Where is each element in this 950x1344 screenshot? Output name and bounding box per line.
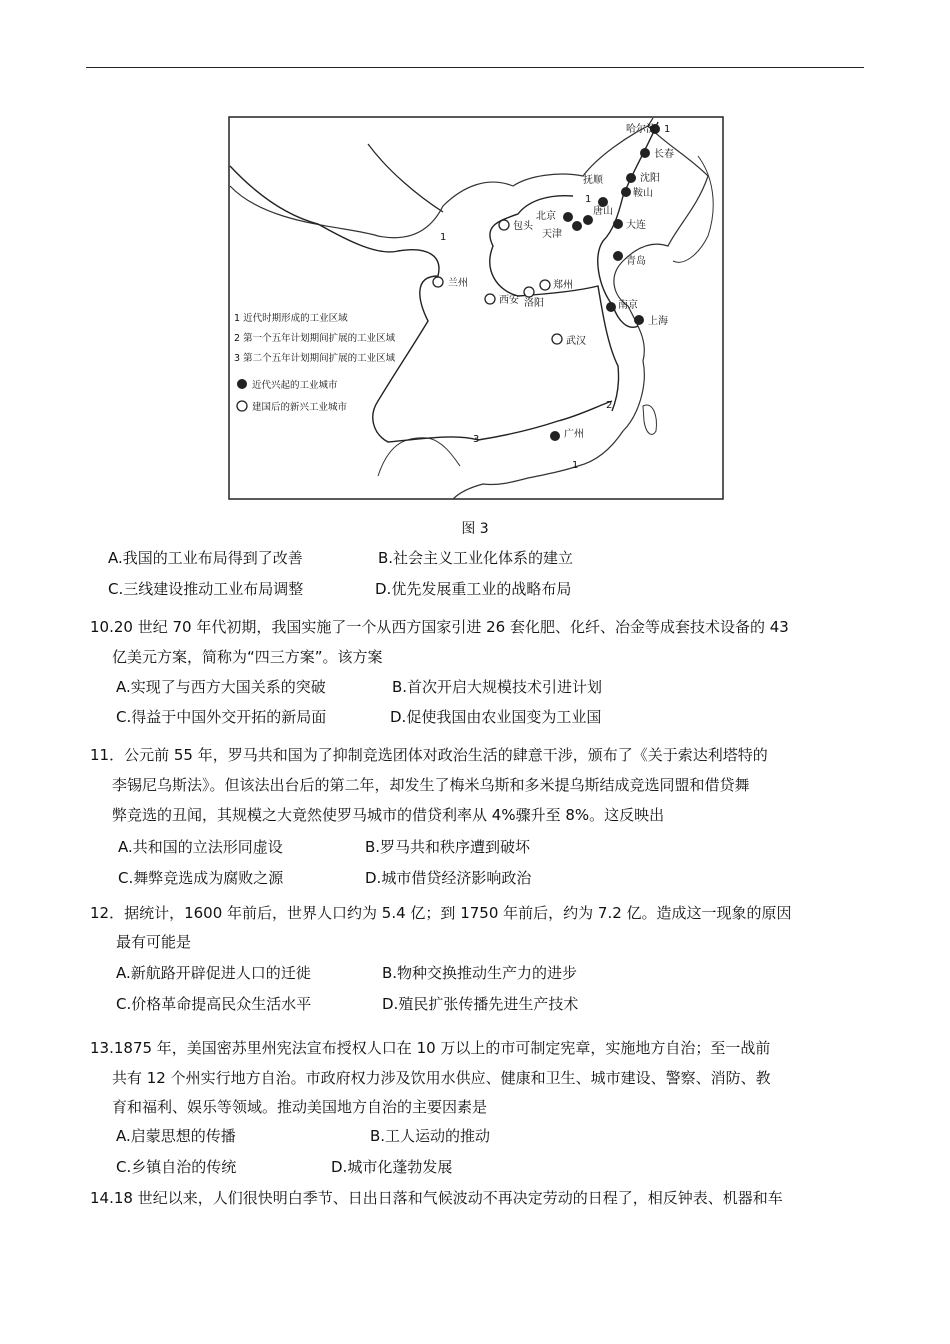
city-label: 洛阳 <box>524 298 544 309</box>
q11-option-a: A.共和国的立法形同虚设 <box>118 838 283 856</box>
q9-option-a: A.我国的工业布局得到了改善 <box>108 549 303 567</box>
legend-item: 近代兴起的工业城市 <box>252 380 338 391</box>
legend-item: 1 近代时期形成的工业区域 <box>234 313 348 324</box>
city-marker <box>621 187 631 197</box>
q13-option-c: C.乡镇自治的传统 <box>116 1158 237 1176</box>
city-label: 大连 <box>626 220 646 231</box>
q12-option-a: A.新航路开辟促进人口的迁徙 <box>116 964 311 982</box>
q9-option-b: B.社会主义工业化体系的建立 <box>378 549 574 567</box>
region-label: 1 <box>440 232 447 243</box>
city-label: 青岛 <box>626 256 646 267</box>
city-marker <box>606 302 616 312</box>
q12-option-c: C.价格革命提高民众生活水平 <box>116 995 312 1013</box>
industrial-map-figure <box>228 116 724 500</box>
city-marker <box>550 431 560 441</box>
map-svg <box>228 116 724 500</box>
city-label: 鞍山 <box>633 188 653 199</box>
city-label: 南京 <box>618 300 638 311</box>
region-label: 1 <box>572 460 579 471</box>
city-label: 武汉 <box>566 336 586 347</box>
q12-stem-line: 最有可能是 <box>116 933 192 951</box>
city-label: 唐山 <box>593 206 613 217</box>
q10-option-b: B.首次开启大规模技术引进计划 <box>392 678 603 696</box>
q13-option-a: A.启蒙思想的传播 <box>116 1127 236 1145</box>
figure-caption: 图 3 <box>461 521 489 537</box>
q11-option-d: D.城市借贷经济影响政治 <box>365 869 532 887</box>
city-label: 西安 <box>499 295 519 306</box>
city-label: 上海 <box>648 316 668 327</box>
q11-option-c: C.舞弊竞选成为腐败之源 <box>118 869 284 887</box>
city-marker <box>563 212 573 222</box>
region-label: 1 <box>664 124 671 135</box>
q13-option-b: B.工人运动的推动 <box>370 1127 491 1145</box>
q12-option-b: B.物种交换推动生产力的进步 <box>382 964 578 982</box>
city-marker <box>572 221 582 231</box>
q13-stem-line: 13.1875 年，美国密苏里州宪法宣布授权人口在 10 万以上的市可制定宪章，实施地方自治；至一战前 <box>90 1039 771 1057</box>
region-label: 1 <box>585 194 592 205</box>
q10-option-a: A.实现了与西方大国关系的突破 <box>116 678 326 696</box>
q11-stem-line: 弊竞选的丑闻，其规模之大竟然使罗马城市的借贷利率从 4%骤升至 8%。这反映出 <box>112 806 665 824</box>
q9-option-c: C.三线建设推动工业布局调整 <box>108 580 304 598</box>
q14-stem-line: 14.18 世纪以来，人们很快明白季节、日出日落和气候波动不再决定劳动的日程了，相反钟表、机器和车 <box>90 1189 783 1207</box>
q13-option-d: D.城市化蓬勃发展 <box>331 1158 453 1176</box>
legend-hollow-marker <box>237 401 247 411</box>
legend-item: 3 第二个五年计划期间扩展的工业区域 <box>234 353 396 364</box>
city-marker <box>433 277 443 287</box>
city-label: 天津 <box>542 229 562 240</box>
city-marker <box>626 173 636 183</box>
city-label: 包头 <box>513 221 533 232</box>
q12-stem-line: 12．据统计，1600 年前后，世界人口约为 5.4 亿；到 1750 年前后，约为 7.2 亿。造成这一现象的原因 <box>90 904 792 922</box>
q9-option-d: D.优先发展重工业的战略布局 <box>375 580 572 598</box>
q10-option-d: D.促使我国由农业国变为工业国 <box>390 708 602 726</box>
city-marker <box>552 334 562 344</box>
region-label: 2 <box>606 400 613 411</box>
city-label: 郑州 <box>553 280 573 291</box>
q11-stem-line: 李锡尼乌斯法》。但该法出台后的第二年，却发生了梅米乌斯和多米提乌斯结成竞选同盟和借贷舞 <box>112 776 750 794</box>
city-marker <box>540 280 550 290</box>
q10-stem-line: 10.20 世纪 70 年代初期，我国实施了一个从西方国家引进 26 套化肥、化纤、冶金等成套技术设备的 43 <box>90 618 789 636</box>
city-marker <box>634 315 644 325</box>
q13-stem-line: 育和福利、娱乐等领域。推动美国地方自治的主要因素是 <box>112 1098 488 1116</box>
city-marker <box>613 251 623 261</box>
city-marker <box>524 287 534 297</box>
city-label: 哈尔滨 <box>626 124 656 135</box>
q10-option-c: C.得益于中国外交开拓的新局面 <box>116 708 327 726</box>
city-label: 长春 <box>654 149 674 160</box>
q11-option-b: B.罗马共和秩序遭到破坏 <box>365 838 531 856</box>
city-label: 广州 <box>564 429 584 440</box>
legend-filled-marker <box>237 379 247 389</box>
q12-option-d: D.殖民扩张传播先进生产技术 <box>382 995 579 1013</box>
q10-stem-line: 亿美元方案，简称为“四三方案”。该方案 <box>112 648 383 666</box>
q13-stem-line: 共有 12 个州实行地方自治。市政府权力涉及饮用水供应、健康和卫生、城市建设、警察、消防、教 <box>112 1069 771 1087</box>
city-marker <box>485 294 495 304</box>
q11-stem-line: 11．公元前 55 年，罗马共和国为了抑制竞选团体对政治生活的肆意干涉，颁布了《关于索达利塔特的 <box>90 746 768 764</box>
city-label: 北京 <box>536 211 556 222</box>
legend-item: 建国后的新兴工业城市 <box>252 402 348 413</box>
city-label: 沈阳 <box>640 173 660 184</box>
legend-item: 2 第一个五年计划期间扩展的工业区域 <box>234 333 396 344</box>
city-marker <box>613 219 623 229</box>
city-marker <box>583 215 593 225</box>
region-label: 3 <box>473 434 480 445</box>
header-rule <box>86 67 864 68</box>
city-marker <box>640 148 650 158</box>
city-marker <box>499 220 509 230</box>
city-label: 兰州 <box>448 278 468 289</box>
city-label: 抚顺 <box>583 175 603 186</box>
